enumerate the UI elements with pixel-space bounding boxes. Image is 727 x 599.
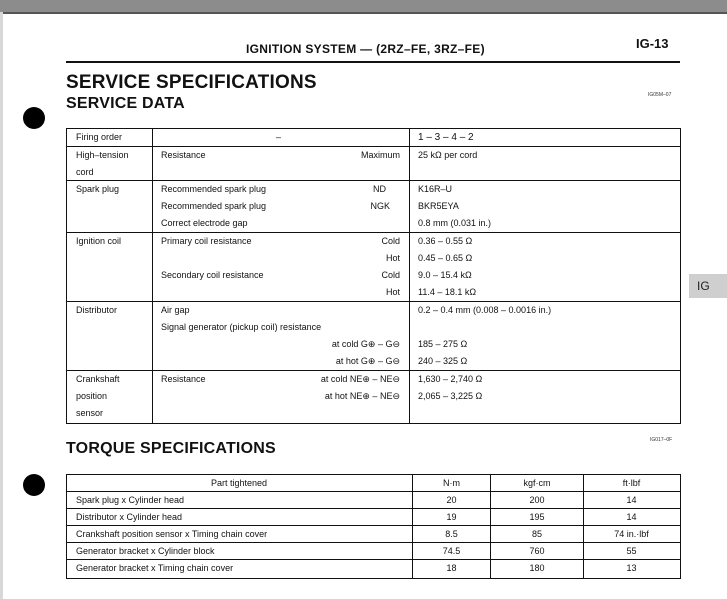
- firing-order-dash: –: [276, 132, 282, 142]
- spark-plug-value: K16R–U: [418, 184, 453, 194]
- high-tension-label: High–tension: [76, 150, 129, 160]
- service-data-code: IG05M–07: [648, 92, 672, 98]
- torque-nm: 18: [446, 563, 457, 573]
- air-gap-value: 0.2 – 0.4 mm (0.008 – 0.0016 in.): [418, 305, 552, 315]
- ignition-coil-value: 9.0 – 15.4 kΩ: [418, 270, 472, 280]
- firing-order-value: 1 – 3 – 4 – 2: [418, 132, 474, 143]
- ignition-coil-cond: Hot: [385, 253, 400, 263]
- torque-nm: 74.5: [442, 546, 461, 556]
- ignition-coil-cond: Cold: [381, 270, 400, 280]
- spark-plug-param: Recommended spark plug: [161, 201, 267, 211]
- crankshaft-hot-cond: at hot NE⊕ – NE⊖: [324, 391, 400, 401]
- torque-header-kgf: kgf·cm: [523, 478, 551, 488]
- torque-part: Distributor x Cylinder head: [76, 512, 183, 522]
- service-specifications-title: SERVICE SPECIFICATIONS: [66, 72, 317, 93]
- crankshaft-label-2: position: [76, 391, 108, 401]
- ignition-coil-value: 11.4 – 18.1 kΩ: [418, 287, 477, 297]
- ignition-coil-value: 0.45 – 0.65 Ω: [418, 253, 473, 263]
- ignition-coil-cond: Cold: [381, 236, 400, 246]
- page-number: IG-13: [636, 36, 669, 51]
- torque-part: Generator bracket x Cylinder block: [76, 546, 215, 556]
- ignition-coil-param: Primary coil resistance: [161, 236, 252, 246]
- torque-part: Crankshaft position sensor x Timing chain cover: [76, 529, 268, 539]
- high-tension-value: 25 kΩ per cord: [418, 150, 478, 160]
- torque-part: Spark plug x Cylinder head: [76, 495, 185, 505]
- ignition-coil-label: Ignition coil: [76, 236, 122, 246]
- crankshaft-hot-value: 2,065 – 3,225 Ω: [418, 391, 483, 401]
- torque-kgf: 180: [529, 563, 545, 573]
- torque-nm: 20: [446, 495, 457, 505]
- spark-plug-value: BKR5EYA: [418, 201, 459, 211]
- signal-generator-label: Signal generator (pickup coil) resistance: [161, 322, 322, 332]
- crankshaft-cold-cond: at cold NE⊕ – NE⊖: [320, 374, 400, 384]
- distributor-hot-cond: at hot G⊕ – G⊖: [335, 356, 400, 366]
- spark-plug-param: Recommended spark plug: [161, 184, 267, 194]
- distributor-label: Distributor: [76, 305, 118, 315]
- distributor-cold-value: 185 – 275 Ω: [418, 339, 468, 349]
- torque-ftlbf: 55: [626, 546, 637, 556]
- spark-plug-param: Correct electrode gap: [161, 218, 248, 228]
- crankshaft-param: Resistance: [161, 374, 206, 384]
- spark-plug-cond: ND: [373, 184, 386, 194]
- torque-nm: 8.5: [445, 529, 458, 539]
- torque-code: IG017–0F: [650, 437, 673, 443]
- torque-kgf: 760: [529, 546, 545, 556]
- distributor-cold-cond: at cold G⊕ – G⊖: [331, 339, 400, 349]
- page-left-edge: [0, 12, 3, 599]
- service-data-title: SERVICE DATA: [66, 95, 185, 112]
- torque-nm: 19: [446, 512, 457, 522]
- system-title: IGNITION SYSTEM — (2RZ–FE, 3RZ–FE): [246, 42, 485, 56]
- torque-header-nm: N·m: [443, 478, 460, 488]
- torque-kgf: 200: [529, 495, 545, 505]
- spark-plug-label: Spark plug: [76, 184, 120, 194]
- binder-hole-top: [23, 107, 45, 129]
- high-tension-param: Resistance: [161, 150, 206, 160]
- spark-plug-value: 0.8 mm (0.031 in.): [418, 218, 492, 228]
- spark-plug-cond: NGK: [370, 201, 390, 211]
- high-tension-cond: Maximum: [360, 150, 400, 160]
- binder-hole-bottom: [23, 474, 45, 496]
- header-rule: [66, 61, 680, 63]
- high-tension-label-2: cord: [76, 167, 94, 177]
- ignition-coil-value: 0.36 – 0.55 Ω: [418, 236, 473, 246]
- torque-header-ftlbf: ft·lbf: [622, 478, 641, 488]
- torque-ftlbf: 14: [626, 512, 637, 522]
- crankshaft-cold-value: 1,630 – 2,740 Ω: [418, 374, 483, 384]
- distributor-hot-value: 240 – 325 Ω: [418, 356, 468, 366]
- crankshaft-label-3: sensor: [76, 408, 104, 418]
- section-side-tab[interactable]: IG: [689, 274, 727, 298]
- torque-kgf: 85: [531, 529, 542, 539]
- scan-top-line: [0, 12, 727, 14]
- torque-ftlbf: 13: [626, 563, 637, 573]
- torque-ftlbf: 14: [626, 495, 637, 505]
- torque-specifications-title: TORQUE SPECIFICATIONS: [66, 440, 276, 457]
- torque-kgf: 195: [529, 512, 545, 522]
- torque-part: Generator bracket x Timing chain cover: [76, 563, 234, 573]
- ignition-coil-cond: Hot: [385, 287, 400, 297]
- firing-order-label: Firing order: [76, 132, 123, 142]
- torque-ftlbf: 74 in.·lbf: [614, 529, 649, 539]
- ignition-coil-param: Secondary coil resistance: [161, 270, 264, 280]
- crankshaft-label: Crankshaft: [76, 374, 120, 384]
- scan-top-border: [0, 0, 727, 12]
- air-gap-label: Air gap: [161, 305, 190, 315]
- torque-header-part: Part tightened: [210, 478, 268, 488]
